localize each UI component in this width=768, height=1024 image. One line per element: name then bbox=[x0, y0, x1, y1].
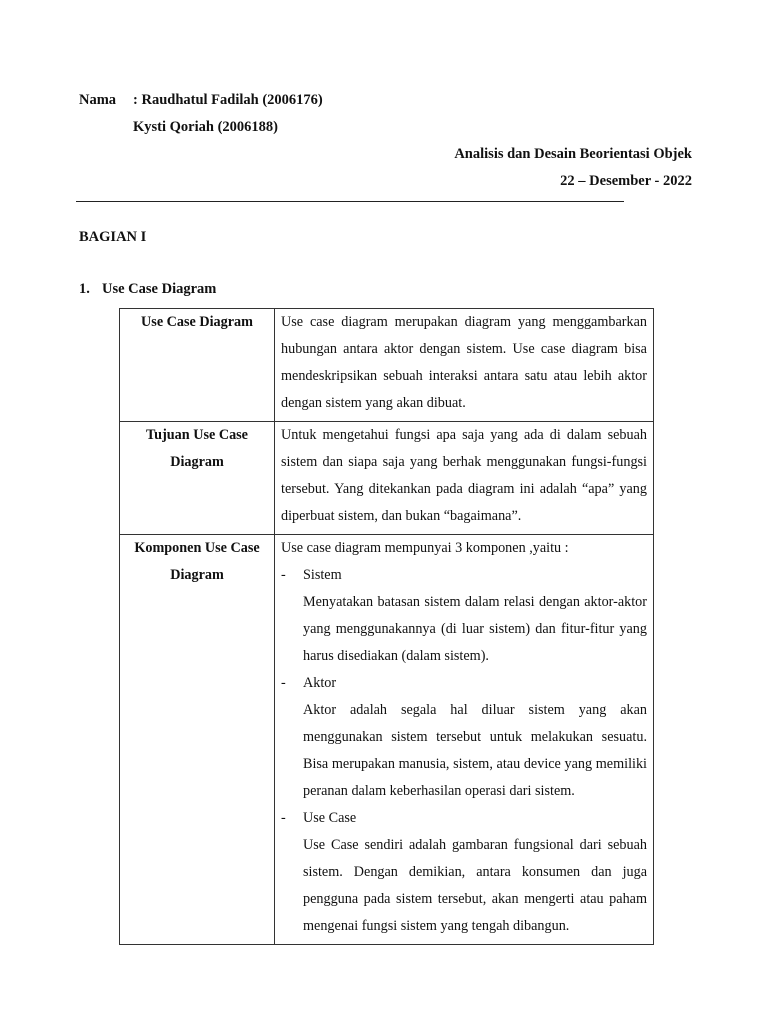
item-title: Use Case Diagram bbox=[102, 281, 217, 297]
component-item bbox=[281, 805, 647, 940]
header-divider bbox=[76, 201, 624, 202]
author-line-1 bbox=[79, 92, 323, 109]
description-cell: Untuk mengetahui fungsi apa saja yang ada di dalam sebuah sistem dan siapa saja yang berhak menggunakan fungsi-fungsi tersebut. Yang ditekankan pada diagram ini adalah “apa” yang diperbuat sistem, dan bukan “bagaimana”. bbox=[275, 422, 654, 535]
component-text: Menyatakan batasan sistem dalam relasi dengan aktor-aktor yang menggunakannya (di luar sistem) dan fitur-fitur yang harus disediakan (dalam sistem). bbox=[303, 594, 647, 664]
name-separator: : bbox=[133, 92, 138, 108]
term-cell: Tujuan Use Case Diagram bbox=[120, 422, 275, 535]
section-title: BAGIAN I bbox=[79, 229, 147, 245]
component-name: Aktor bbox=[303, 675, 337, 691]
course-title: Analisis dan Desain Beorientasi Objek bbox=[454, 146, 692, 162]
table-row bbox=[120, 422, 654, 535]
item-heading bbox=[79, 281, 216, 298]
name-label: Nama bbox=[79, 92, 117, 108]
list-bullet: - bbox=[281, 567, 286, 583]
table-row bbox=[120, 309, 654, 422]
author-name-2: Kysti Qoriah (2006188) bbox=[133, 119, 278, 135]
list-bullet: - bbox=[281, 675, 286, 691]
item-number: 1. bbox=[79, 281, 90, 297]
author-name-1: Raudhatul Fadilah (2006176) bbox=[141, 92, 323, 108]
component-text: Aktor adalah segala hal diluar sistem yang akan menggunakan sistem tersebut untuk melakukan sesuatu. Bisa merupakan manusia, sistem, atau device yang memiliki peranan dalam keberhasilan operasi dari sistem. bbox=[303, 702, 647, 799]
components-intro: Use case diagram mempunyai 3 komponen ,yaitu : bbox=[281, 540, 569, 556]
description-cell bbox=[275, 535, 654, 945]
description-cell: Use case diagram merupakan diagram yang menggambarkan hubungan antara aktor dengan sistem. Use case diagram bisa mendeskripsikan sebuah interaksi antara satu atau lebih aktor dengan sistem yang akan dibuat. bbox=[275, 309, 654, 422]
term-cell: Komponen Use Case Diagram bbox=[120, 535, 275, 945]
component-text: Use Case sendiri adalah gambaran fungsional dari sebuah sistem. Dengan demikian, antara konsumen dan juga pengguna pada sistem tersebut, akan mengerti atau paham mengenai fungsi sistem yang tengah dibangun. bbox=[303, 837, 647, 934]
component-name: Sistem bbox=[303, 567, 342, 583]
component-item bbox=[281, 562, 647, 670]
definition-table bbox=[119, 308, 654, 945]
document-date: 22 – Desember - 2022 bbox=[560, 173, 692, 189]
component-name: Use Case bbox=[303, 810, 357, 826]
table-row bbox=[120, 535, 654, 945]
list-bullet: - bbox=[281, 810, 286, 826]
component-item bbox=[281, 670, 647, 805]
term-cell: Use Case Diagram bbox=[120, 309, 275, 422]
